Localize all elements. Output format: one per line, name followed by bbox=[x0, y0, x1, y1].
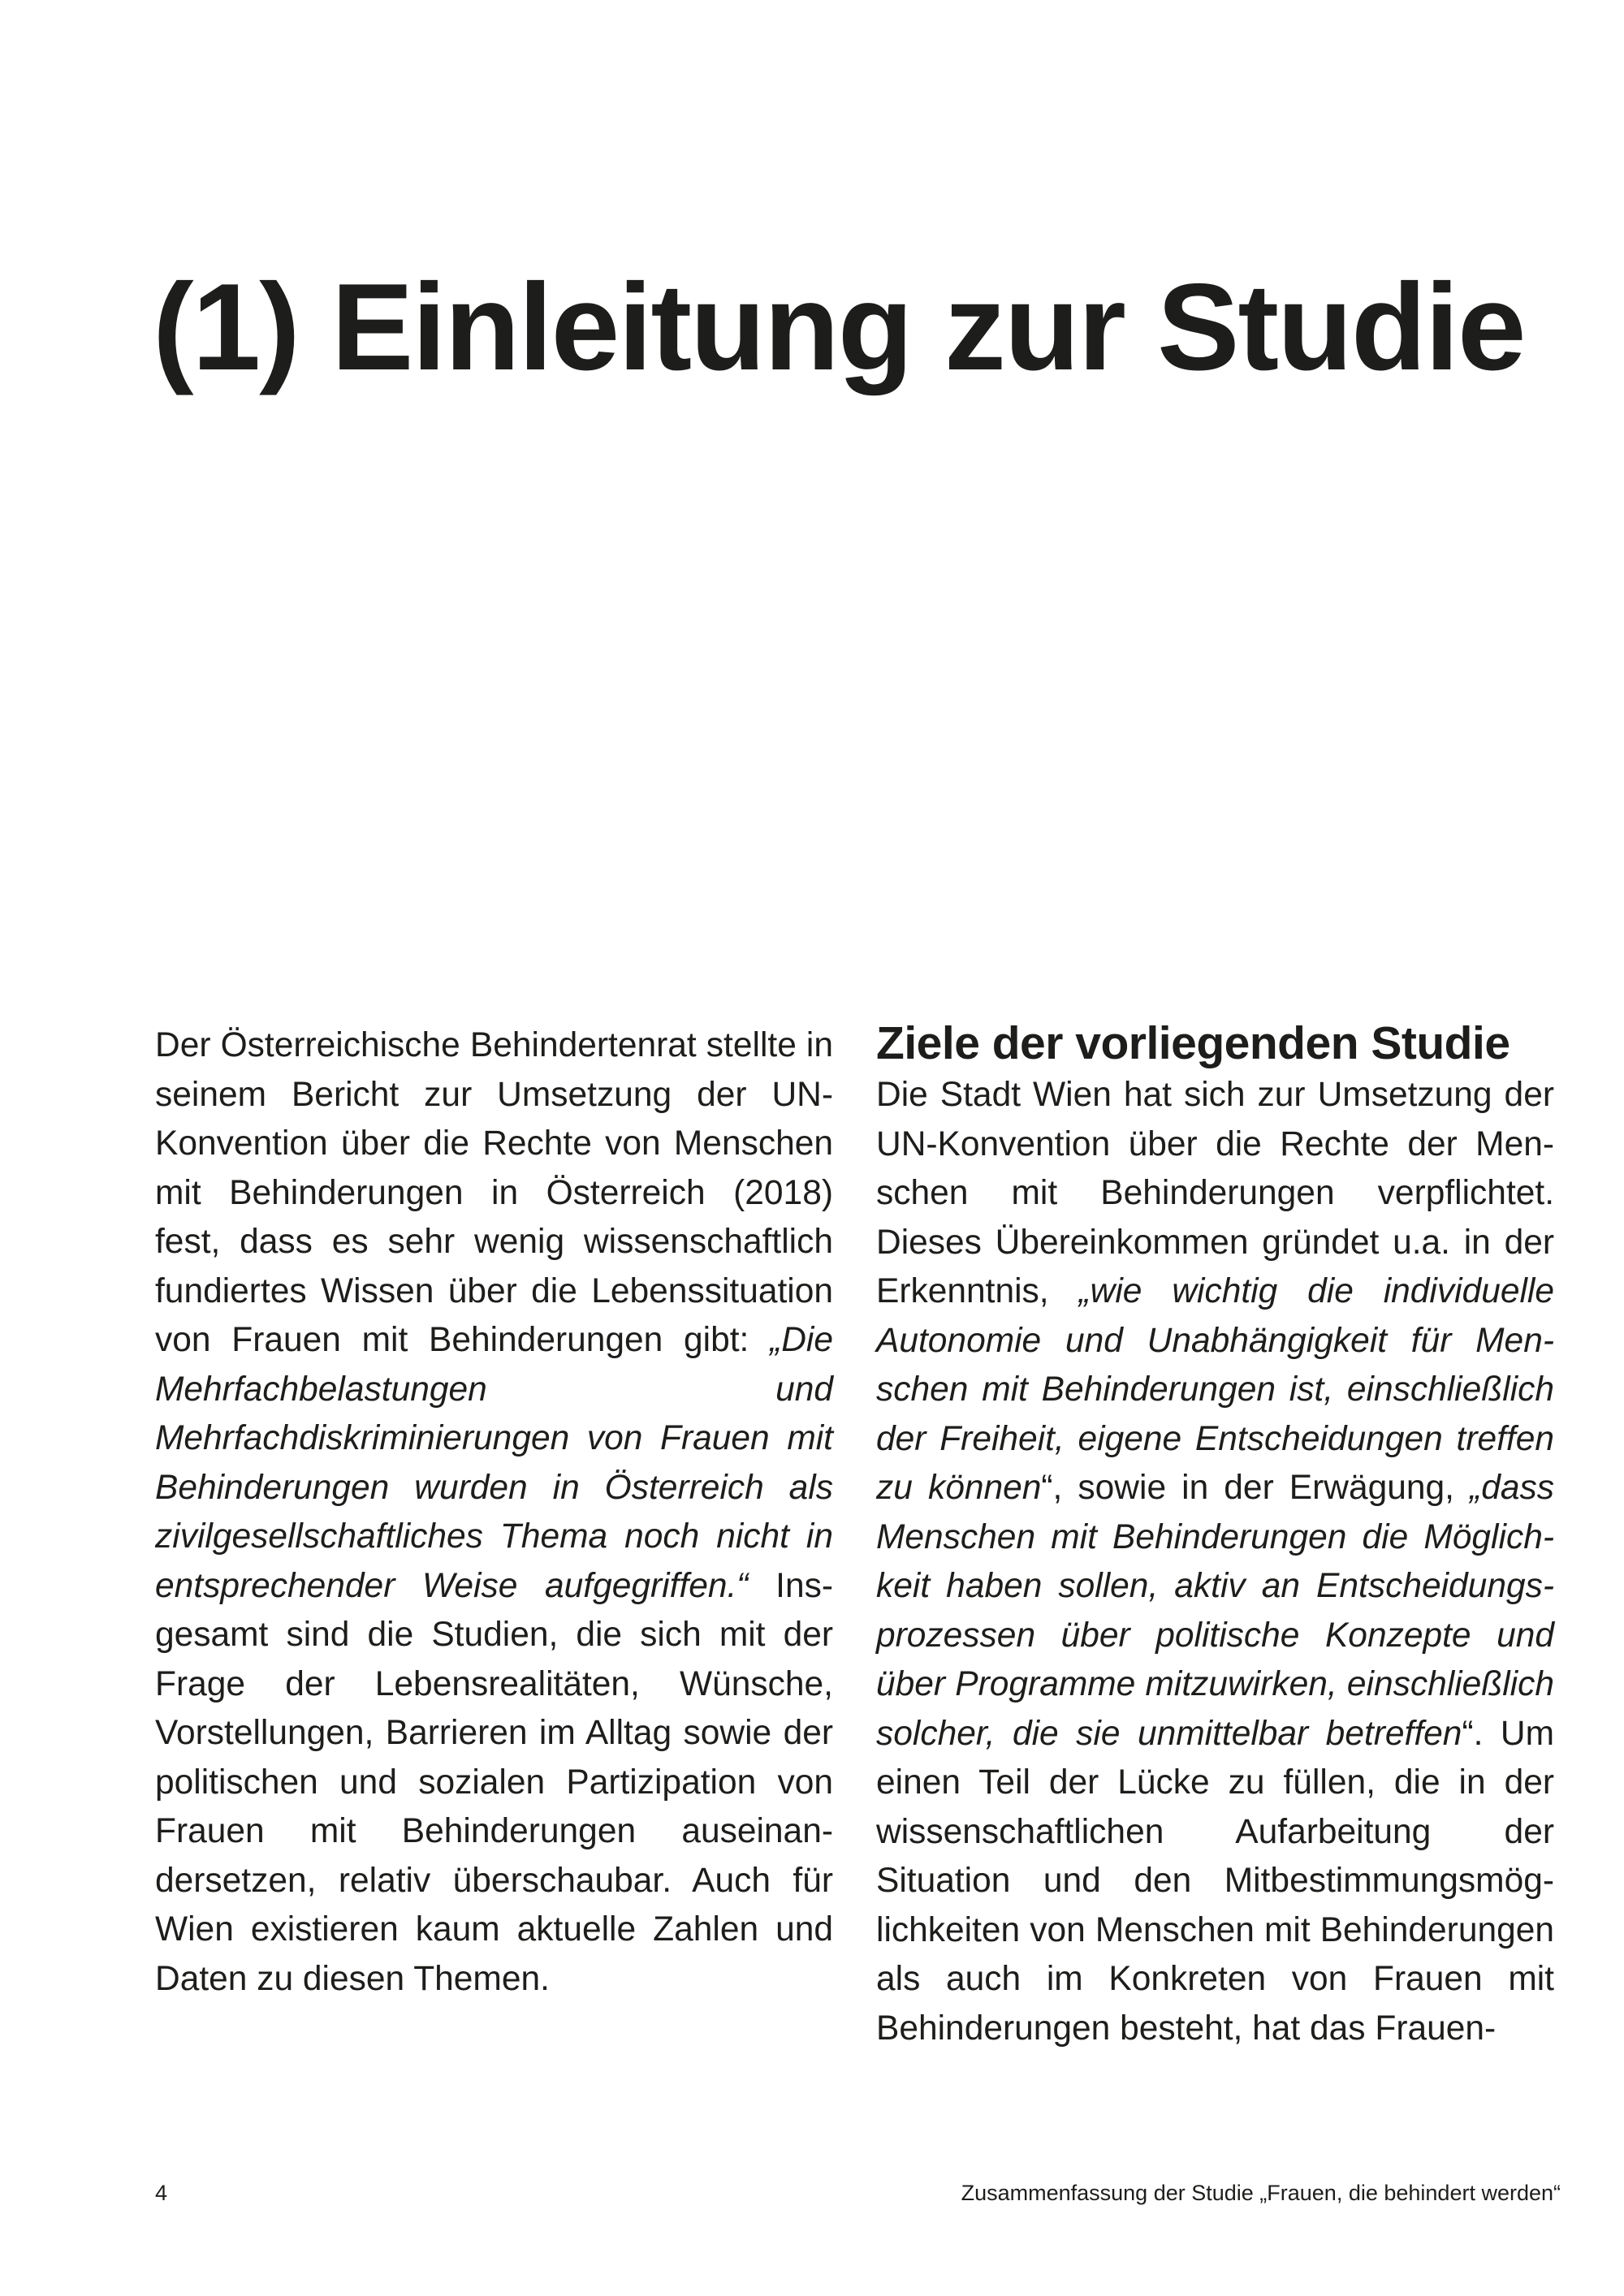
page-title: (1) Einleitung zur Studie bbox=[153, 258, 1525, 396]
page-number: 4 bbox=[155, 2181, 168, 2205]
goals-text-2: “, sowie in der Erwägung, bbox=[1041, 1469, 1471, 1507]
goals-column bbox=[876, 1016, 1554, 2053]
intro-column bbox=[155, 1021, 833, 2004]
intro-text-a: Der Österreichische Behindertenrat stellte in seinem Bericht zur Umsetzung der UN-Konvention über die Rechte von Menschen mit Behinderungen in Österreich (2018) fest, dass es sehr wenig wissenschaftlich fundiertes Wissen über die Lebenssituation von Frauen mit Behinderungen gibt: bbox=[155, 1026, 833, 1359]
goals-quote-1: „wie wichtig die individuelle Autonomie und Unabhängigkeit für Menschen mit Behinderungen ist, einschließlich der Freiheit, eigene Entscheidungen treffen zu können bbox=[876, 1272, 1554, 1507]
goals-text-3: “. Um einen Teil der Lücke zu füllen, die in der wissenschaftlichen Aufarbeitung der Situation und den Mitbestimmungsmöglichkeiten von Menschen mit Behinderungen als auch im Konkreten von Frauen mit Behinderungen besteht, hat das Frauen- bbox=[876, 1714, 1554, 2048]
goals-quote-2: „dass Menschen mit Behinderungen die Möglichkeit haben sollen, aktiv an Entscheidungsprozessen über politische Konzepte und über Programme mitzuwirken, einschließlich solcher, die sie unmittelbar betreffen bbox=[876, 1469, 1554, 1753]
goals-text-1: Die Stadt Wien hat sich zur Umsetzung der UN-Konvention über die Rechte der Menschen mit Behinderungen verpflichtet. Dieses Übereinkommen gründet u.a. in der Erkenntnis, bbox=[876, 1076, 1554, 1310]
footer-document-title: Zusammenfassung der Studie „Frauen, die behindert werden“ bbox=[961, 2181, 1561, 2205]
section-heading: Ziele der vorliegenden Studie bbox=[876, 1017, 1510, 1069]
intro-paragraph bbox=[155, 1021, 833, 2004]
intro-text-b: Insgesamt sind die Studien, die sich mit der Frage der Lebensrealitäten, Wünsche, Vorstellungen, Barrieren im Alltag sowie der politischen und sozialen Partizipation von Frauen mit Behinderungen auseinandersetzen, relativ überschaubar. Auch für Wien existieren kaum aktuelle Zahlen und Daten zu diesen Themen. bbox=[155, 1566, 833, 1998]
goals-paragraph bbox=[876, 1071, 1554, 2053]
intro-quote: „Die Mehrfachbelastungen und Mehrfachdiskriminierungen von Frauen mit Behinderungen wurden in Österreich als zivilgesellschaftliches Thema noch nicht in entsprechender Weise aufgegriffen.“ bbox=[155, 1321, 833, 1605]
